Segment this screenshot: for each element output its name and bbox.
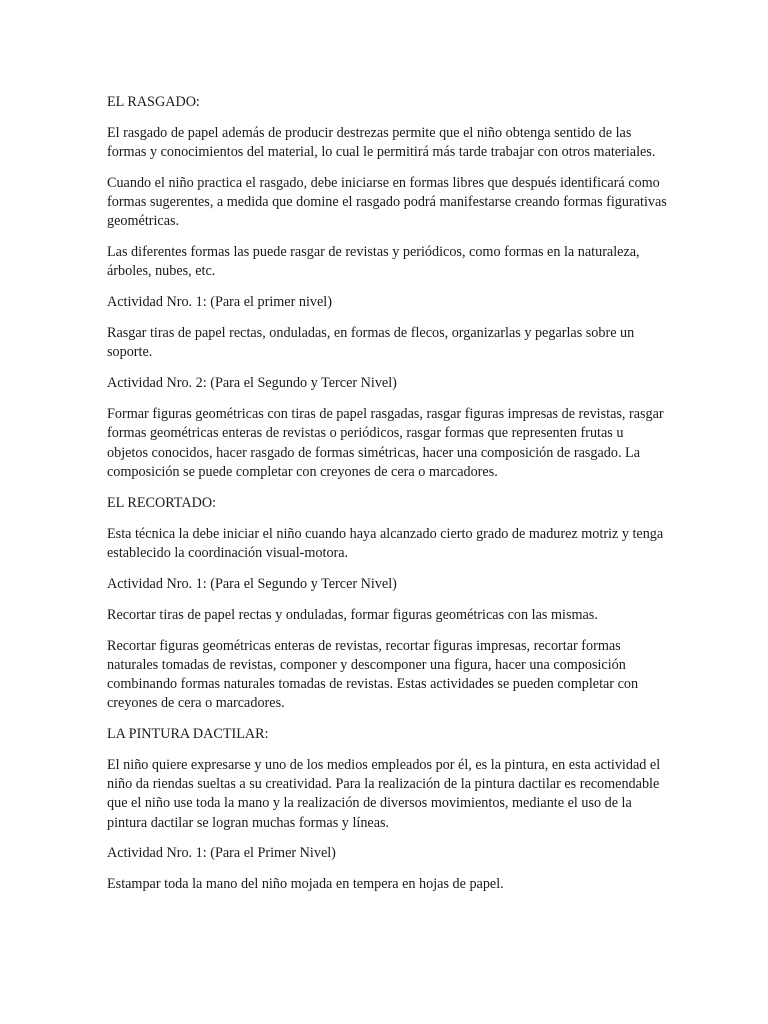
paragraph: Cuando el niño practica el rasgado, debe iniciarse en formas libres que después identificará como formas sugerentes, a medida que domine el rasgado podrá manifestarse creando formas figurativas geométricas. [107, 174, 667, 230]
paragraph: El rasgado de papel además de producir destrezas permite que el niño obtenga sentido de las formas y conocimientos del material, lo cual le permitirá más tarde trabajar con otros materiales. [107, 124, 656, 161]
paragraph: Recortar figuras geométricas enteras de revistas, recortar figuras impresas, recortar formas naturales tomadas de revistas, componer y descomponer una figura, hacer una composición combinando formas naturales tomadas de revistas. Estas actividades se pueden completar con creyones de cera o marcadores. [107, 637, 639, 712]
paragraph: Recortar tiras de papel rectas y onduladas, formar figuras geométricas con las mismas. [107, 606, 598, 623]
activity-heading: Actividad Nro. 1: (Para el Segundo y Tercer Nivel) [107, 575, 397, 592]
heading-pintura-dactilar: LA PINTURA DACTILAR: [107, 726, 269, 743]
paragraph: Las diferentes formas las puede rasgar de revistas y periódicos, como formas en la naturaleza, árboles, nubes, etc. [107, 244, 640, 280]
activity-heading: Actividad Nro. 1: (Para el Primer Nivel) [107, 845, 336, 862]
heading-recortado: EL RECORTADO: [107, 494, 217, 511]
heading-rasgado: EL RASGADO: [107, 94, 200, 110]
paragraph: Rasgar tiras de papel rectas, onduladas, en formas de flecos, organizarlas y pegarlas sobre un soporte. [107, 325, 635, 361]
activity-heading: Actividad Nro. 2: (Para el Segundo y Tercer Nivel) [107, 375, 397, 392]
paragraph: Esta técnica la debe iniciar el niño cuando haya alcanzado cierto grado de madurez motriz y tenga establecido la coordinación visual-motora. [107, 525, 664, 561]
paragraph: Formar figuras geométricas con tiras de papel rasgadas, rasgar figuras impresas de revistas, rasgar formas geométricas enteras de revistas o periódicos, rasgar formas que representen frutas u objetos conocidos, hacer rasgado de formas simétricas, hacer una composición de rasgado. La composición se puede completar con creyones de cera o marcadores. [107, 406, 664, 480]
paragraph: El niño quiere expresarse y uno de los medios empleados por él, es la pintura, en esta actividad el niño da riendas sueltas a su creatividad. Para la realización de la pintura dactilar es recomendable que el niño use toda la mano y la realización de diversos movimientos, mediante el uso de la pintura dactilar se logran muchas formas y líneas. [107, 756, 661, 831]
document-body [107, 93, 667, 906]
activity-heading: Actividad Nro. 1: (Para el primer nivel) [107, 294, 332, 311]
paragraph: Estampar toda la mano del niño mojada en tempera en hojas de papel. [107, 876, 504, 893]
